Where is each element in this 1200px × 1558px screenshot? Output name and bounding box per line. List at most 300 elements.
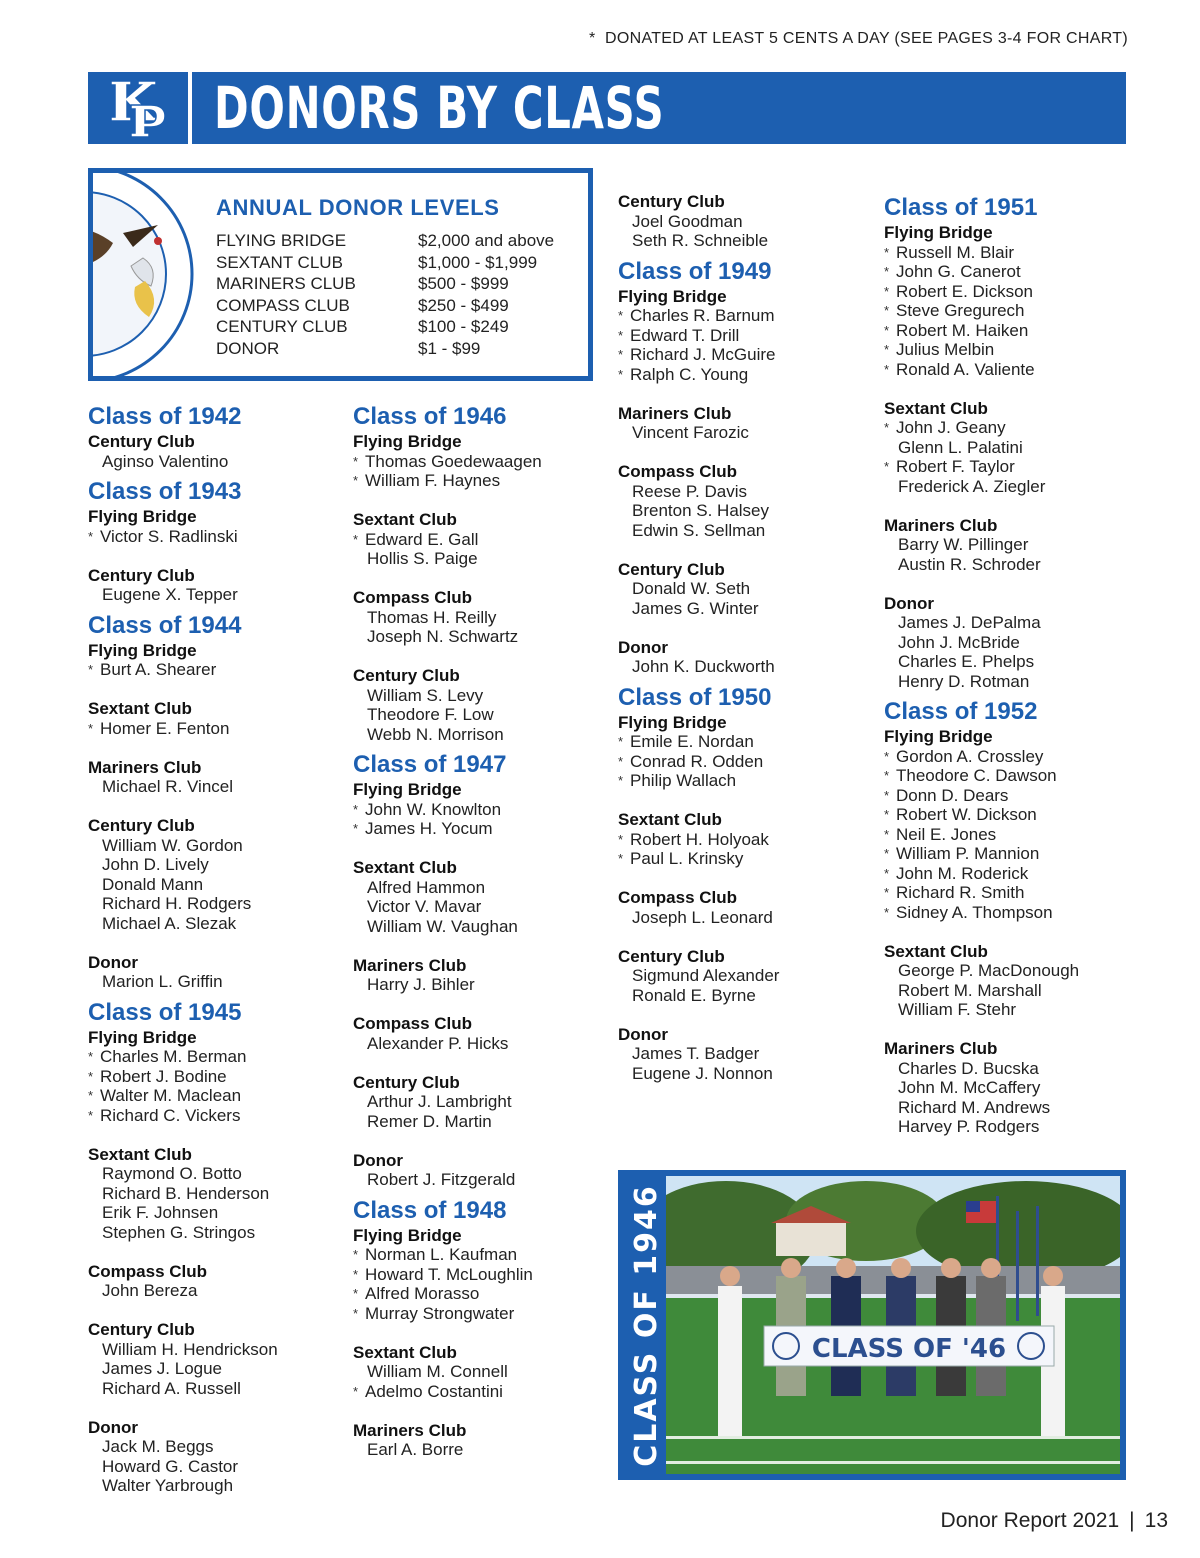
level-range: $1 - $99 (418, 338, 481, 358)
donor-name-text: Conrad R. Odden (630, 751, 764, 771)
donor-name (884, 747, 1134, 767)
donor-name-text: Victor V. Mavar (367, 897, 482, 916)
donor-name-text: William M. Connell (367, 1362, 508, 1381)
level-row (216, 274, 554, 296)
donor-group (884, 516, 1134, 575)
star-icon: * (884, 846, 890, 861)
donor-name (88, 527, 338, 547)
donor-name (353, 627, 603, 647)
class-block (884, 699, 1134, 1137)
donor-name (884, 981, 1134, 1001)
donor-name-text: Charles M. Berman (100, 1047, 247, 1066)
class-photo-panel (618, 1170, 1126, 1480)
donor-name-text: Seth R. Schneible (632, 231, 769, 250)
donor-name-text: Paul L. Krinsky (630, 849, 744, 868)
donor-name (88, 1437, 338, 1457)
donor-group (88, 641, 338, 680)
donor-name-text: Richard C. Vickers (100, 1105, 241, 1125)
donor-name (884, 1078, 1134, 1098)
donor-name (618, 326, 868, 346)
donor-name (353, 1362, 603, 1382)
donor-name (353, 897, 603, 917)
photo-banner-text: CLASS OF '46 (811, 1334, 1007, 1364)
donor-name-text: Adelmo Costantini (365, 1381, 503, 1401)
club-heading: Sextant Club (88, 1144, 192, 1164)
photo-side-label: CLASS OF 1946 (628, 1183, 664, 1467)
donor-group (88, 816, 338, 933)
donor-name (88, 1047, 338, 1067)
donor-group (88, 432, 338, 471)
donor-name-text: Howard T. McLoughlin (365, 1264, 533, 1284)
donor-name-text: Homer E. Fenton (100, 718, 230, 738)
star-icon: * (884, 748, 890, 764)
donor-group (88, 758, 338, 797)
donor-name-text: Neil E. Jones (896, 824, 997, 844)
donor-group (618, 638, 868, 677)
donor-group (618, 404, 868, 443)
donor-name (88, 894, 338, 914)
club-heading: Sextant Club (618, 810, 722, 829)
donor-name (884, 844, 1134, 864)
donor-column-3 (618, 192, 868, 1091)
donor-name (884, 477, 1134, 497)
donor-name-text: Glenn L. Palatini (898, 437, 1023, 457)
donor-group (353, 510, 603, 569)
level-range: $500 - $999 (418, 274, 509, 294)
donor-name (884, 613, 1134, 633)
donor-name-text: Stephen G. Stringos (102, 1222, 256, 1242)
donor-group (884, 727, 1134, 922)
star-icon: * (353, 531, 359, 547)
donor-name-text: Ronald E. Byrne (632, 985, 756, 1005)
donor-group (353, 858, 603, 936)
donor-name-text: Charles D. Bucska (898, 1058, 1039, 1078)
club-heading: Century Club (618, 559, 725, 579)
star-icon: * (88, 662, 94, 677)
donor-name-text: Arthur J. Lambright (367, 1092, 512, 1111)
star-icon: * (618, 831, 624, 847)
club-heading: Compass Club (88, 1261, 208, 1281)
donor-name (884, 672, 1134, 692)
club-heading: Compass Club (618, 888, 738, 907)
donor-name (884, 652, 1134, 672)
donor-name (884, 1000, 1134, 1020)
donor-name-text: Reese P. Davis (632, 481, 747, 501)
donor-name-text: Robert M. Marshall (898, 980, 1042, 1000)
donor-name (884, 883, 1134, 903)
donor-name-text: Howard G. Castor (102, 1456, 239, 1476)
star-icon: * (884, 420, 890, 435)
donor-name-text: Donald Mann (102, 874, 204, 894)
donor-column-2 (353, 404, 603, 1468)
donor-name (618, 599, 868, 619)
class-title: Class of 1951 (884, 194, 1038, 221)
class-title: Class of 1949 (618, 257, 772, 285)
club-heading: Mariners Club (618, 403, 732, 423)
star-icon: * (884, 865, 890, 881)
star-icon: * (884, 885, 890, 900)
donor-group (353, 956, 603, 995)
donor-name-text: John M. Roderick (896, 863, 1029, 883)
donor-name (88, 1476, 338, 1496)
star-icon: * (353, 453, 359, 469)
star-icon: * (88, 720, 94, 736)
donor-name (353, 608, 603, 628)
donor-name-text: John Bereza (102, 1281, 198, 1300)
club-heading: Sextant Club (353, 858, 457, 877)
donor-name-text: Joseph L. Leonard (632, 907, 773, 927)
donor-name (618, 345, 868, 365)
donor-name (618, 579, 868, 599)
donor-name-text: Robert J. Bodine (100, 1066, 227, 1086)
donor-name (353, 1112, 603, 1132)
donor-name (353, 975, 603, 995)
star-icon: * (88, 528, 94, 544)
donor-name (88, 875, 338, 895)
club-heading: Sextant Club (353, 1342, 457, 1362)
star-icon: * (884, 459, 890, 474)
club-heading: Flying Bridge (884, 727, 993, 746)
level-row (216, 339, 554, 361)
star-icon: * (884, 807, 890, 822)
donor-name-text: Walter M. Maclean (100, 1086, 242, 1105)
class-block (353, 752, 603, 1190)
donor-name-text: Robert M. Haiken (896, 320, 1029, 340)
donor-name-text: John M. McCaffery (898, 1078, 1041, 1097)
donor-name-text: Ronald A. Valiente (896, 359, 1035, 379)
donor-name (353, 471, 603, 491)
star-icon: * (884, 904, 890, 920)
donor-name-text: Steve Gregurech (896, 301, 1025, 320)
donor-name-text: Harry J. Bihler (367, 975, 475, 994)
donor-name-text: Marion L. Griffin (102, 972, 223, 991)
donor-name (884, 825, 1134, 845)
club-heading: Sextant Club (884, 941, 988, 961)
donor-name (353, 1440, 603, 1460)
donor-name (353, 917, 603, 937)
donor-group (884, 223, 1134, 379)
donor-name-text: Richard H. Rodgers (102, 894, 252, 913)
page-title: DONORS BY CLASS (214, 74, 665, 142)
annual-donor-levels-box (88, 168, 593, 381)
class-block (618, 192, 868, 251)
club-heading: Flying Bridge (618, 286, 727, 306)
donor-name-text: John D. Lively (102, 855, 209, 874)
donor-name-text: Brenton S. Halsey (632, 501, 770, 520)
donor-name-text: Donald W. Seth (632, 579, 751, 598)
donor-name-text: Victor S. Radlinski (100, 526, 238, 546)
level-range: $2,000 and above (418, 231, 555, 250)
level-row (216, 317, 554, 339)
donor-name (353, 1245, 603, 1265)
donor-name (884, 262, 1134, 282)
club-heading: Flying Bridge (618, 712, 727, 732)
donor-name-text: Eugene X. Tepper (102, 585, 238, 604)
star-icon: * (618, 366, 624, 382)
donor-group (88, 699, 338, 738)
donor-name (884, 864, 1134, 884)
donor-name (618, 306, 868, 326)
donor-name (618, 966, 868, 986)
donor-name (884, 438, 1134, 458)
footer-separator: | (1129, 1509, 1135, 1532)
donor-name-text: James G. Winter (632, 598, 759, 618)
donor-name (884, 301, 1134, 321)
donor-name-text: William H. Hendrickson (102, 1339, 278, 1359)
donor-name-text: Emile E. Nordan (630, 732, 754, 751)
star-icon: * (353, 473, 359, 488)
donor-group (618, 192, 868, 251)
donor-name (88, 914, 338, 934)
star-icon: * (88, 1068, 94, 1084)
donor-name-text: Sidney A. Thompson (896, 902, 1053, 922)
club-heading: Donor (618, 637, 669, 657)
donor-name (618, 732, 868, 752)
donor-name-text: Julius Melbin (896, 340, 995, 359)
donor-name-text: John J. Geany (896, 418, 1006, 437)
star-icon: * (884, 322, 890, 338)
donor-name (884, 243, 1134, 263)
donor-name-text: Thomas Goedewaagen (365, 451, 542, 471)
donor-name (88, 1457, 338, 1477)
donor-name-text: Raymond O. Botto (102, 1164, 242, 1183)
level-name: SEXTANT CLUB (216, 252, 343, 272)
level-row (216, 296, 554, 318)
donor-name-text: Erik F. Johnsen (102, 1203, 219, 1222)
donor-name-text: Theodore F. Low (367, 705, 494, 724)
donor-name (884, 555, 1134, 575)
donor-name-text: James T. Badger (632, 1044, 760, 1063)
donor-name (618, 986, 868, 1006)
club-heading: Century Club (353, 1072, 460, 1092)
donor-name (884, 1117, 1134, 1137)
donor-name-text: Richard R. Smith (896, 883, 1025, 902)
donor-group (353, 588, 603, 647)
club-heading: Mariners Club (884, 515, 998, 535)
donor-name (88, 972, 338, 992)
star-icon: * (353, 1383, 359, 1399)
donor-name (353, 1034, 603, 1054)
level-row (216, 231, 554, 253)
club-heading: Mariners Club (353, 1420, 467, 1440)
donor-name (884, 766, 1134, 786)
class-title: Class of 1943 (88, 478, 242, 505)
club-heading: Mariners Club (88, 757, 202, 777)
level-name: FLYING BRIDGE (216, 231, 347, 250)
donor-group (884, 1039, 1134, 1137)
donor-name-text: William F. Stehr (898, 1000, 1017, 1019)
club-heading: Flying Bridge (353, 432, 462, 451)
donor-name-text: Michael A. Slezak (102, 913, 237, 933)
donor-name-text: John J. McBride (898, 632, 1020, 652)
donor-name-text: Burt A. Shearer (100, 660, 217, 679)
club-heading: Sextant Club (353, 510, 457, 529)
star-icon: * (353, 1247, 359, 1262)
donor-name (88, 1359, 338, 1379)
star-icon: * (353, 801, 359, 817)
donor-name (884, 633, 1134, 653)
club-heading: Donor (88, 1417, 139, 1437)
donor-name (353, 1304, 603, 1324)
donor-name-text: Alexander P. Hicks (367, 1033, 509, 1053)
donor-name-text: Theodore C. Dawson (896, 766, 1057, 785)
donor-name (88, 1281, 338, 1301)
donor-group (618, 287, 868, 385)
donor-group (88, 507, 338, 546)
club-heading: Century Club (618, 192, 725, 211)
class-block (88, 1000, 338, 1496)
donor-name (618, 423, 868, 443)
donor-name (88, 1184, 338, 1204)
donor-name-text: Ralph C. Young (630, 364, 749, 384)
star-icon: * (618, 753, 624, 769)
club-heading: Century Club (88, 565, 195, 585)
club-heading: Sextant Club (884, 398, 988, 418)
club-heading: Century Club (88, 1320, 195, 1339)
club-heading: Century Club (88, 816, 195, 835)
club-heading: Flying Bridge (88, 640, 197, 660)
donor-name-text: Joseph N. Schwartz (367, 627, 519, 646)
star-icon: * (884, 342, 890, 357)
level-row (216, 253, 554, 275)
class-block (353, 404, 603, 744)
donor-name (88, 1086, 338, 1106)
class-title: Class of 1948 (353, 1196, 507, 1224)
donor-name-text: Barry W. Pillinger (898, 535, 1029, 554)
donor-name (884, 961, 1134, 981)
donor-name (88, 855, 338, 875)
donor-name-text: Robert H. Holyoak (630, 829, 769, 849)
donor-name-text: George P. MacDonough (898, 961, 1080, 980)
donor-group (88, 1418, 338, 1496)
star-icon: * (618, 734, 624, 749)
donor-name-text: Jack M. Beggs (102, 1437, 214, 1456)
donor-name (353, 705, 603, 725)
star-icon: * (618, 308, 624, 323)
donor-group (618, 560, 868, 619)
donor-name-text: Vincent Farozic (632, 423, 749, 442)
donor-name (884, 805, 1134, 825)
donor-name (618, 908, 868, 928)
club-heading: Compass Club (618, 462, 738, 481)
page-banner (88, 72, 1126, 144)
star-icon: * (88, 1107, 94, 1123)
donor-name (88, 452, 338, 472)
star-icon: * (588, 30, 596, 47)
donor-name-text: Hollis S. Paige (367, 549, 478, 568)
donor-name-text: Aginso Valentino (102, 451, 229, 471)
page-number: 13 (1144, 1509, 1168, 1532)
star-icon: * (88, 1049, 94, 1064)
donor-name-text: Edwin S. Sellman (632, 520, 766, 540)
levels-table (216, 231, 554, 361)
star-icon: * (353, 1286, 359, 1301)
star-icon: * (353, 1266, 359, 1282)
donor-name-text: Murray Strongwater (365, 1303, 515, 1323)
donor-name (88, 1379, 338, 1399)
donor-group (353, 1343, 603, 1402)
donor-name (618, 771, 868, 791)
donor-name (618, 521, 868, 541)
donor-name (353, 1284, 603, 1304)
donor-name (884, 1098, 1134, 1118)
donor-name (618, 231, 868, 251)
donor-name (884, 340, 1134, 360)
donor-name (353, 1265, 603, 1285)
donor-name-text: Russell M. Blair (896, 242, 1015, 262)
donor-name-text: Robert F. Taylor (896, 457, 1015, 476)
donor-name (884, 418, 1134, 438)
donor-name (353, 1382, 603, 1402)
donor-group (88, 953, 338, 992)
donor-name (88, 1203, 338, 1223)
club-heading: Donor (88, 952, 139, 972)
donor-name (88, 1340, 338, 1360)
donor-name-text: Edward E. Gall (365, 529, 479, 549)
star-icon: * (618, 327, 624, 343)
donor-group (618, 713, 868, 791)
class-title: Class of 1942 (88, 403, 242, 430)
donor-name-text: Robert J. Fitzgerald (367, 1170, 516, 1189)
class-title: Class of 1952 (884, 698, 1038, 725)
donor-name (884, 903, 1134, 923)
donor-group (884, 594, 1134, 692)
donor-name (618, 482, 868, 502)
club-heading: Sextant Club (88, 699, 192, 718)
star-icon: * (884, 264, 890, 279)
level-name: DONOR (216, 338, 280, 358)
donor-group (88, 1028, 338, 1126)
donor-group (884, 399, 1134, 497)
class-of-1946-photo (666, 1176, 1120, 1474)
donor-name-text: Remer D. Martin (367, 1111, 492, 1131)
donor-group (884, 942, 1134, 1020)
donor-name-text: James J. DePalma (898, 613, 1041, 632)
donor-name-text: John K. Duckworth (632, 657, 775, 676)
report-name: Donor Report 2021 (940, 1509, 1120, 1532)
donor-name (353, 1092, 603, 1112)
levels-title: ANNUAL DONOR LEVELS (216, 195, 500, 220)
donor-name (88, 660, 338, 680)
donor-name-text: Alfred Hammon (367, 877, 486, 897)
donor-name-text: Gordon A. Crossley (896, 746, 1044, 766)
club-heading: Donor (353, 1150, 404, 1170)
donor-name (618, 365, 868, 385)
donor-group (353, 666, 603, 744)
class-block (88, 613, 338, 992)
club-heading: Flying Bridge (353, 780, 462, 799)
donor-name-text: Richard J. McGuire (630, 345, 776, 364)
star-icon: * (884, 303, 890, 318)
club-heading: Mariners Club (884, 1039, 998, 1058)
star-icon: * (618, 347, 624, 362)
donor-group (618, 947, 868, 1006)
donor-name (884, 535, 1134, 555)
donor-group (618, 810, 868, 869)
donor-name-text: Joel Goodman (632, 211, 743, 231)
donor-name-text: Norman L. Kaufman (365, 1245, 518, 1264)
donor-name-text: James H. Yocum (365, 819, 493, 838)
class-block (618, 685, 868, 1084)
donor-name-text: Charles R. Barnum (630, 306, 775, 325)
donor-name-text: William W. Gordon (102, 835, 243, 855)
donor-name-text: Michael R. Vincel (102, 777, 234, 796)
donor-group (353, 1014, 603, 1053)
donor-name-text: Edward T. Drill (630, 325, 740, 345)
star-icon: * (88, 1088, 94, 1103)
donor-name (88, 836, 338, 856)
donor-name (884, 360, 1134, 380)
